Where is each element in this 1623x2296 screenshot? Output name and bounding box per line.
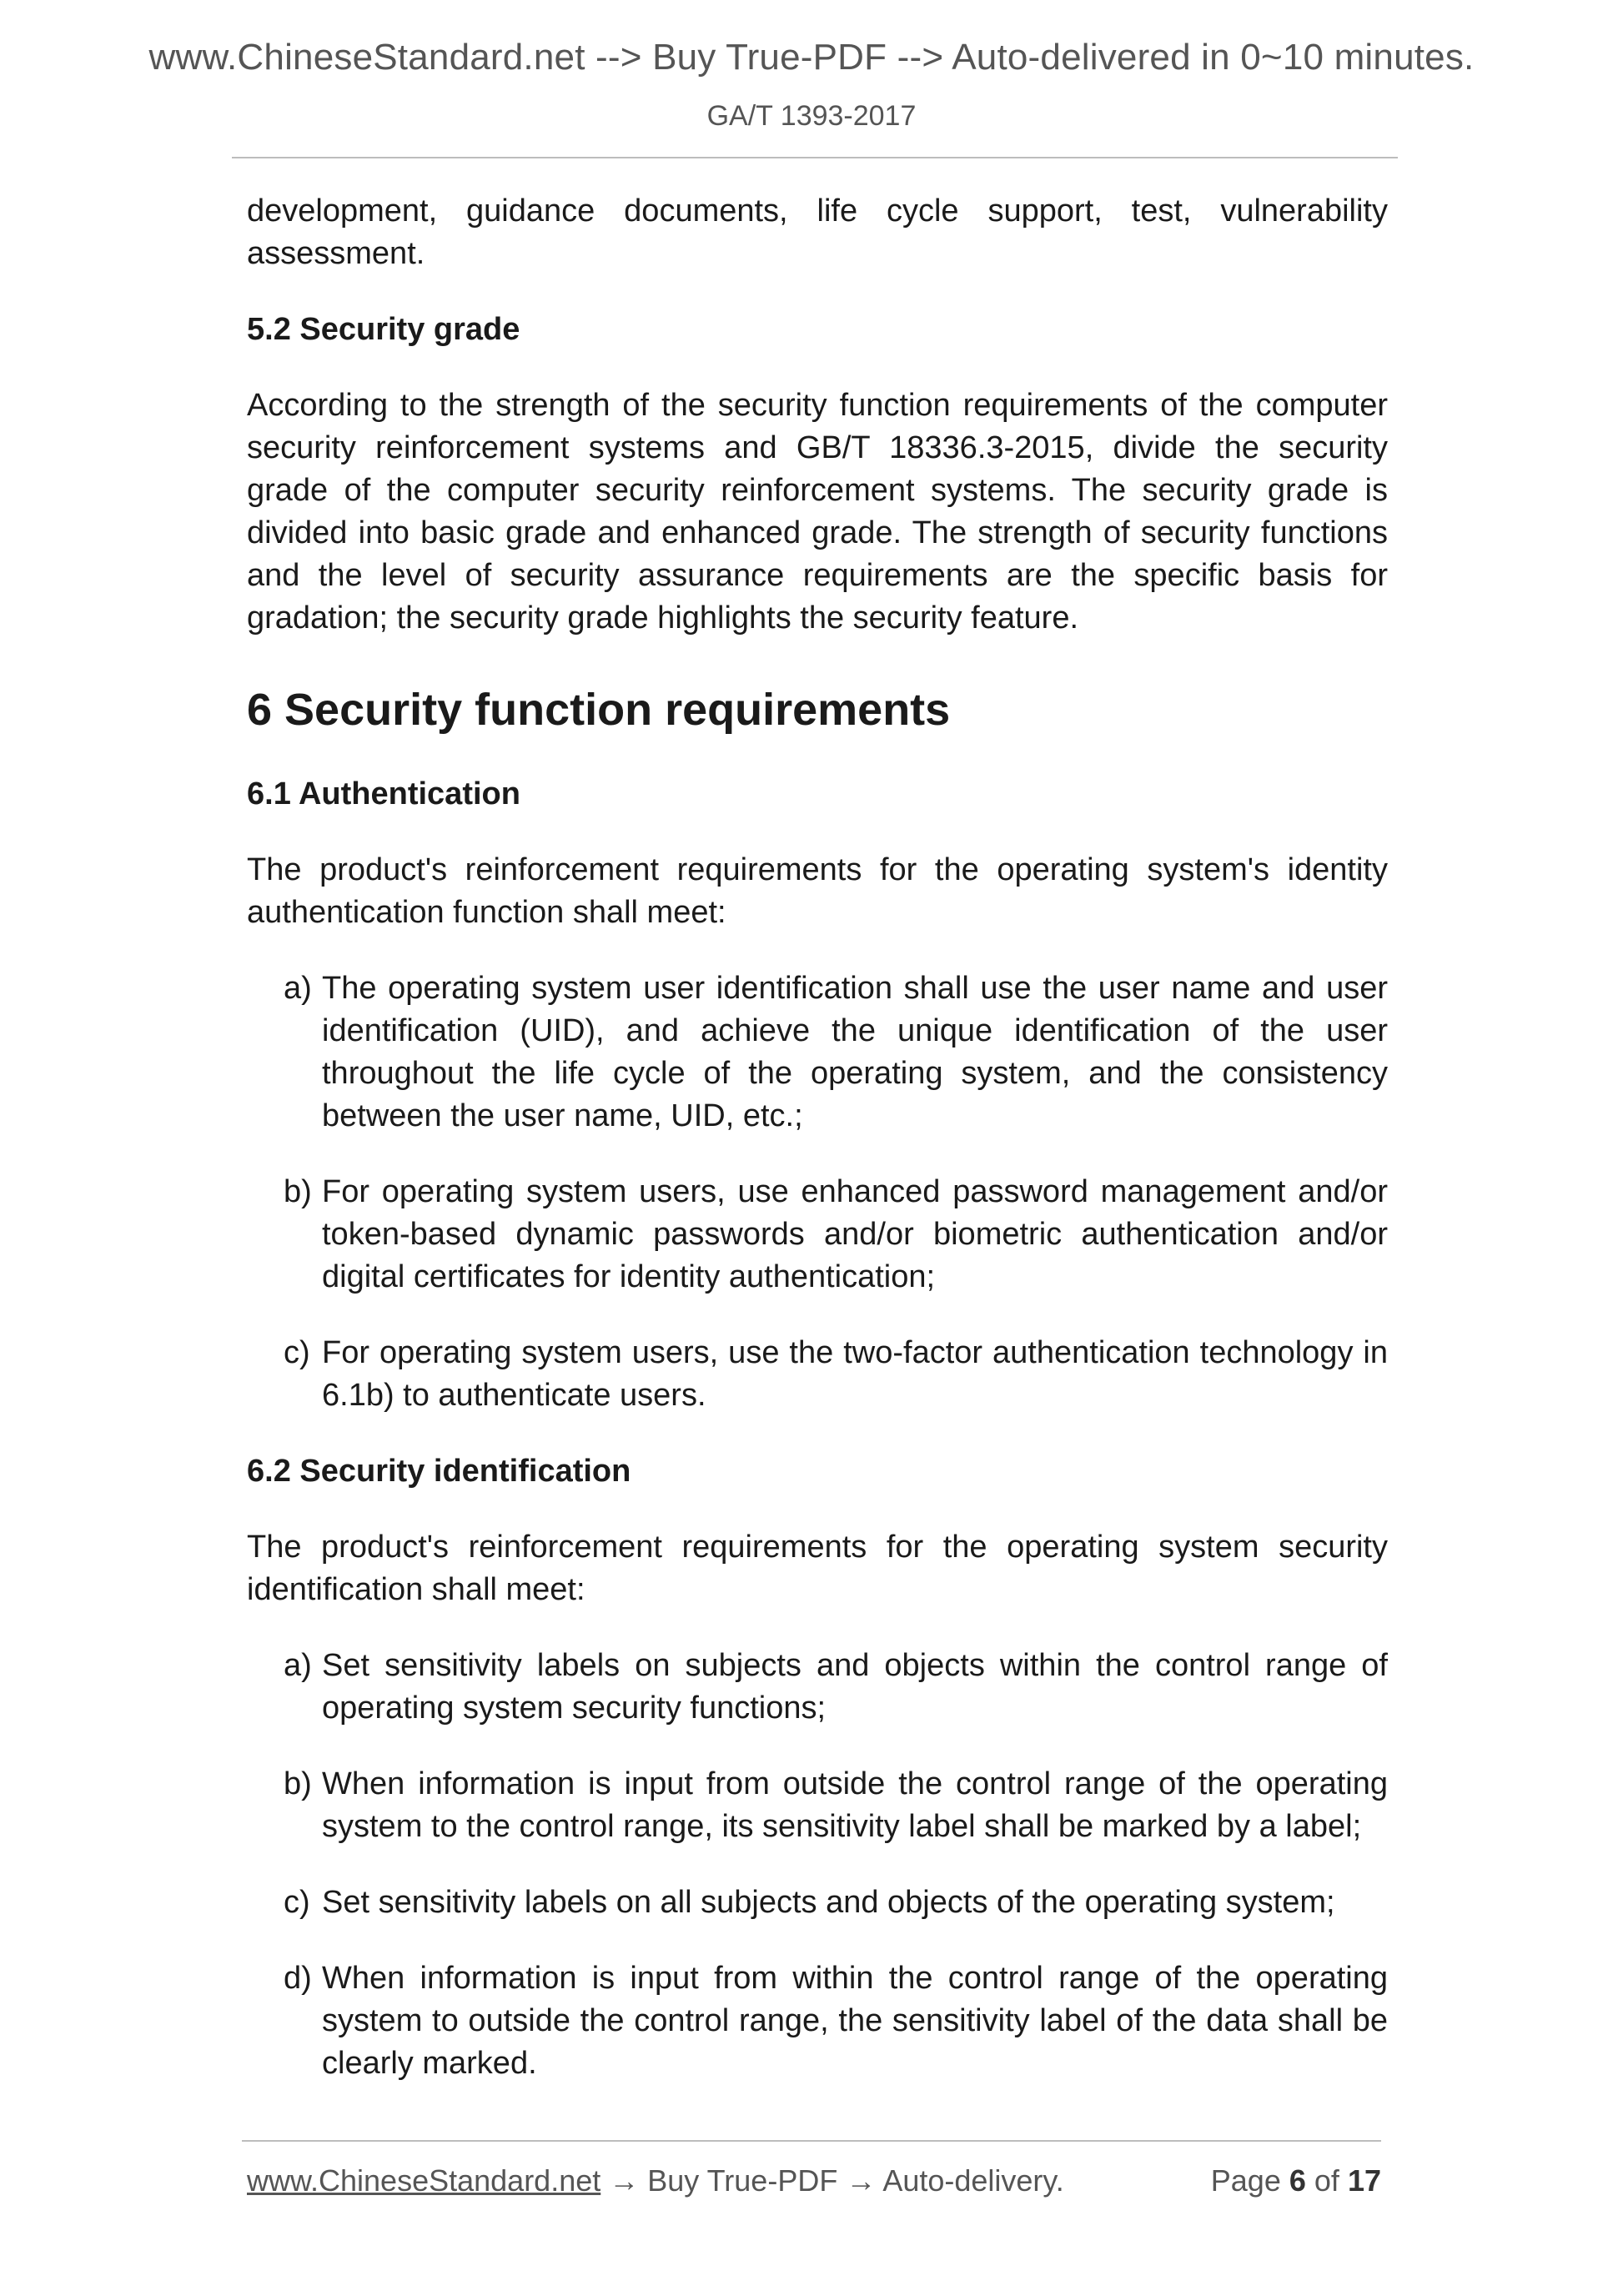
page-number <box>1211 2163 1381 2198</box>
list-item <box>284 1882 1388 1924</box>
list-item-label: c) <box>284 1885 310 1920</box>
list-item <box>284 1957 1388 2085</box>
section-6-heading: 6 Security function requirements <box>247 685 951 735</box>
footer-tagline: → Buy True-PDF → Auto-delivery. <box>600 2163 1064 2198</box>
list-item-label: d) <box>284 1961 312 1996</box>
list-item <box>284 1645 1388 1730</box>
list-item-label: a) <box>284 971 312 1006</box>
page-word: Page <box>1210 2163 1281 2198</box>
page-total: 17 <box>1347 2163 1381 2198</box>
standard-code: GA/T 1393-2017 <box>706 100 917 132</box>
list-item-text: For operating system users, use the two-factor authentication technology in 6.1b) to authenticate users. <box>322 1335 1388 1413</box>
intro-continuation: development, guidance documents, life cycle support, test, vulnerability assessment. <box>247 193 1388 271</box>
list-item-text: When information is input from outside the control range of the operating system to the control range, its sensitivity label shall be marked by a label; <box>322 1766 1388 1844</box>
section-6-2-heading: 6.2 Security identification <box>247 1454 631 1489</box>
list-item-text: Set sensitivity labels on subjects and objects within the control range of operating system security functions; <box>322 1648 1388 1726</box>
header-divider <box>232 157 1398 158</box>
page-current: 6 <box>1289 2163 1306 2198</box>
list-item-label: b) <box>284 1766 312 1801</box>
list-item-label: b) <box>284 1174 312 1209</box>
list-item-text: The operating system user identification shall use the user name and user identification (UID), and achieve the unique identification of the user throughout the life cycle of the operating system, and the consistency between the user name, UID, etc.; <box>322 971 1388 1133</box>
of-word: of <box>1314 2163 1339 2198</box>
list-item-label: c) <box>284 1335 310 1370</box>
list-item-text: When information is input from within the control range of the operating system to outside the control range, the sensitivity label of the data shall be clearly marked. <box>322 1961 1388 2081</box>
footer-divider <box>242 2140 1381 2142</box>
section-6-1-lead: The product's reinforcement requirements for the operating system's identity authentication function shall meet: <box>247 852 1388 930</box>
section-6-2-lead: The product's reinforcement requirements for the operating system security identification shall meet: <box>247 1530 1388 1607</box>
list-item <box>284 1763 1388 1848</box>
section-5-2-heading: 5.2 Security grade <box>247 312 520 347</box>
page-footer <box>247 2163 1381 2198</box>
footer-site-link[interactable]: www.ChineseStandard.net <box>247 2163 601 2198</box>
list-item <box>284 1171 1388 1299</box>
list-item-text: Set sensitivity labels on all subjects and objects of the operating system; <box>322 1885 1335 1920</box>
list-item <box>284 1332 1388 1417</box>
section-6-1-heading: 6.1 Authentication <box>247 776 520 811</box>
page-content <box>247 190 1388 2085</box>
list-item <box>284 967 1388 1138</box>
top-banner: www.ChineseStandard.net --> Buy True-PDF --> Auto-delivered in 0~10 minutes. <box>148 37 1475 78</box>
list-item-label: a) <box>284 1648 312 1683</box>
list-item-text: For operating system users, use enhanced password management and/or token-based dynamic passwords and/or biometric authentication and/or digital certificates for identity authentication; <box>322 1174 1388 1294</box>
footer-promo <box>247 2163 1064 2198</box>
section-5-2-paragraph: According to the strength of the security function requirements of the computer security reinforcement systems and GB/T 18336.3-2015, divide the security grade of the computer security reinforcement systems. The security grade is divided into basic grade and enhanced grade. The strength of security functions and the level of security assurance requirements are the specific basis for gradation; the security grade highlights the security feature. <box>247 388 1388 636</box>
